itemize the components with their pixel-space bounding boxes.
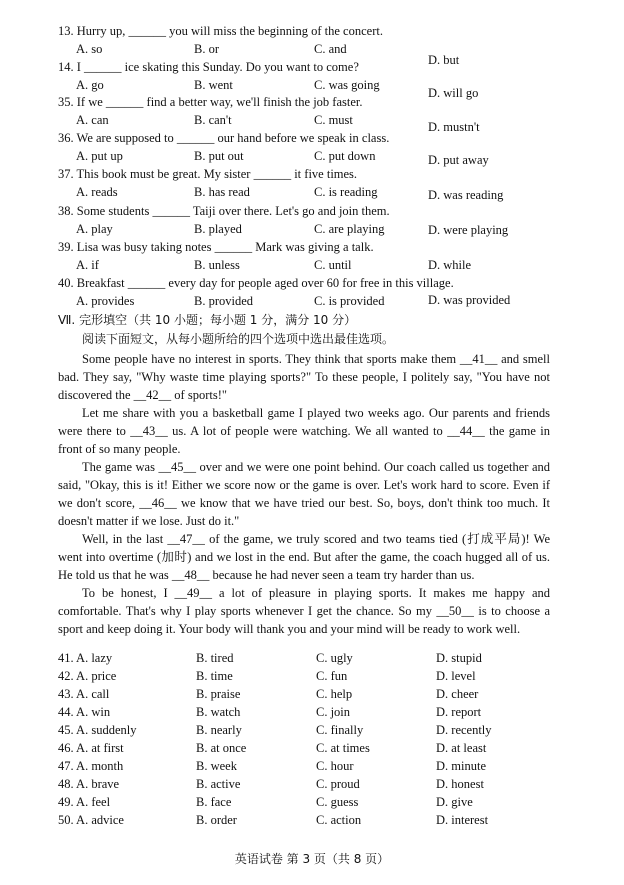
option-c: C. hour xyxy=(316,759,354,773)
option-b: B. has read xyxy=(194,185,250,199)
option-a: A. can xyxy=(76,113,109,127)
option-a: 41. A. lazy xyxy=(58,651,113,665)
section-instruction: 阅读下面短文，从每小题所给的四个选项中选出最佳选项。 xyxy=(82,332,395,346)
option-a: 49. A. feel xyxy=(58,795,111,809)
option-b: B. face xyxy=(196,795,232,809)
option-a: A. so xyxy=(76,42,103,56)
option-b: B. played xyxy=(194,222,242,236)
option-b: B. went xyxy=(194,78,233,92)
answer-row-49 xyxy=(58,795,578,813)
option-b: B. can't xyxy=(194,113,232,127)
option-c: C. guess xyxy=(316,795,359,809)
option-c: C. ugly xyxy=(316,651,353,665)
question-stem: 35. If we ______ find a better way, we'll finish the job faster. xyxy=(58,95,363,109)
question-stem: 40. Breakfast ______ every day for people aged over 60 for free in this village. xyxy=(58,276,454,290)
option-d: D. while xyxy=(428,258,472,272)
section-title: Ⅶ. 完形填空（共 10 小题；每小题 1 分，满分 10 分） xyxy=(58,313,357,327)
answer-row-44 xyxy=(58,705,578,723)
question-40 xyxy=(58,276,618,312)
option-b: B. time xyxy=(196,669,233,683)
option-a: A. play xyxy=(76,222,113,236)
answer-row-47 xyxy=(58,759,578,777)
option-c: C. must xyxy=(314,113,353,127)
option-d: D. minute xyxy=(436,759,486,773)
question-stem: 36. We are supposed to ______ our hand before we speak in class. xyxy=(58,131,390,145)
option-c: C. is reading xyxy=(314,185,378,199)
question-14 xyxy=(58,60,618,100)
option-c: C. at times xyxy=(316,741,370,755)
option-c: C. help xyxy=(316,687,353,701)
option-d: D. but xyxy=(428,53,460,67)
option-c: C. is provided xyxy=(314,294,385,308)
option-c: C. put down xyxy=(314,149,376,163)
option-c: C. proud xyxy=(316,777,360,791)
option-c: C. are playing xyxy=(314,222,385,236)
option-c: C. and xyxy=(314,42,347,56)
option-b: B. order xyxy=(196,813,237,827)
question-39 xyxy=(58,240,618,276)
option-a: 46. A. at first xyxy=(58,741,124,755)
question-38 xyxy=(58,204,618,240)
question-stem: 37. This book must be great. My sister ______ it five times. xyxy=(58,167,358,181)
question-37 xyxy=(58,167,618,203)
option-a: 48. A. brave xyxy=(58,777,120,791)
option-b: B. active xyxy=(196,777,241,791)
option-d: D. interest xyxy=(436,813,489,827)
option-d: D. stupid xyxy=(436,651,482,665)
option-b: B. at once xyxy=(196,741,247,755)
option-c: C. action xyxy=(316,813,362,827)
question-36 xyxy=(58,131,618,167)
option-b: B. tired xyxy=(196,651,234,665)
answer-row-41 xyxy=(58,651,578,669)
cloze-passage xyxy=(58,350,550,638)
answer-row-42 xyxy=(58,669,578,687)
option-b: B. or xyxy=(194,42,219,56)
option-a: 44. A. win xyxy=(58,705,111,719)
option-a: 47. A. month xyxy=(58,759,124,773)
option-d: D. mustn't xyxy=(428,120,480,134)
answer-row-46 xyxy=(58,741,578,759)
option-a: A. go xyxy=(76,78,104,92)
option-a: 45. A. suddenly xyxy=(58,723,137,737)
option-a: 42. A. price xyxy=(58,669,117,683)
option-a: A. provides xyxy=(76,294,135,308)
answer-row-43 xyxy=(58,687,578,705)
question-35 xyxy=(58,95,618,134)
option-d: D. put away xyxy=(428,153,489,167)
option-b: B. unless xyxy=(194,258,240,272)
option-d: D. level xyxy=(436,669,476,683)
option-d: D. give xyxy=(436,795,473,809)
question-stem: 39. Lisa was busy taking notes ______ Mark was giving a talk. xyxy=(58,240,374,254)
option-d: D. honest xyxy=(436,777,484,791)
question-stem: 14. I ______ ice skating this Sunday. Do you want to come? xyxy=(58,60,359,74)
option-b: B. praise xyxy=(196,687,241,701)
option-b: B. provided xyxy=(194,294,254,308)
option-d: D. at least xyxy=(436,741,487,755)
option-b: B. nearly xyxy=(196,723,242,737)
passage-paragraph-1: Some people have no interest in sports. They think that sports make them __41__ and smell bad. They say, "Why waste time playing sports?" To these people, I politely say, "You have not discovered the __42__ of sports!" xyxy=(58,352,550,402)
option-c: C. finally xyxy=(316,723,364,737)
option-c: C. was going xyxy=(314,78,380,92)
page-footer: 英语试卷 第 3 页（共 8 页） xyxy=(234,852,390,866)
option-b: B. week xyxy=(196,759,237,773)
question-stem: 13. Hurry up, ______ you will miss the beginning of the concert. xyxy=(58,24,383,38)
option-a: 50. A. advice xyxy=(58,813,124,827)
option-a: A. if xyxy=(76,258,99,272)
option-c: C. join xyxy=(316,705,351,719)
option-a: 43. A. call xyxy=(58,687,110,701)
answer-row-45 xyxy=(58,723,578,741)
answer-row-50 xyxy=(58,813,578,831)
option-d: D. cheer xyxy=(436,687,479,701)
passage-paragraph-3: The game was __45__ over and we were one point behind. Our coach called us together and said, "Okay, this is it! Either we score now or the game is over. Let's work hard to score. Even if we don't score, __46__ we know that we have tried our best. So, boys, don't think too much. It doesn't matter if we lose. Just do it." xyxy=(58,460,550,528)
option-d: D. recently xyxy=(436,723,492,737)
question-stem: 38. Some students ______ Taiji over there. Let's go and join them. xyxy=(58,204,390,218)
option-d: D. was reading xyxy=(428,188,504,202)
option-b: B. watch xyxy=(196,705,241,719)
passage-paragraph-4: Well, in the last __47__ of the game, we truly scored and two teams tied (打成平局)! We went into overtime (加时) and we lost in the end. But after the game, the coach hugged all of us. He told us that he was __48__ because he had never seen a team try harder than us. xyxy=(58,532,550,582)
option-a: A. reads xyxy=(76,185,118,199)
answer-row-48 xyxy=(58,777,578,795)
option-c: C. fun xyxy=(316,669,348,683)
option-b: B. put out xyxy=(194,149,244,163)
option-d: D. was provided xyxy=(428,293,511,307)
option-d: D. will go xyxy=(428,86,479,100)
option-d: D. report xyxy=(436,705,482,719)
option-c: C. until xyxy=(314,258,352,272)
passage-paragraph-2: Let me share with you a basketball game I played two weeks ago. Our parents and friends were there to __43__ us. A lot of people were watching. We all wanted to __44__ the game in front of so many people. xyxy=(58,406,550,456)
option-a: A. put up xyxy=(76,149,123,163)
passage-paragraph-5: To be honest, I __49__ a lot of pleasure in playing sports. It makes me happy and comfortable. That's why I play sports whenever I get the chance. So my __50__ is to choose a sport and keep doing it. Your body will thank you and your mind will be ready to work well. xyxy=(58,586,550,636)
option-d: D. were playing xyxy=(428,223,509,237)
